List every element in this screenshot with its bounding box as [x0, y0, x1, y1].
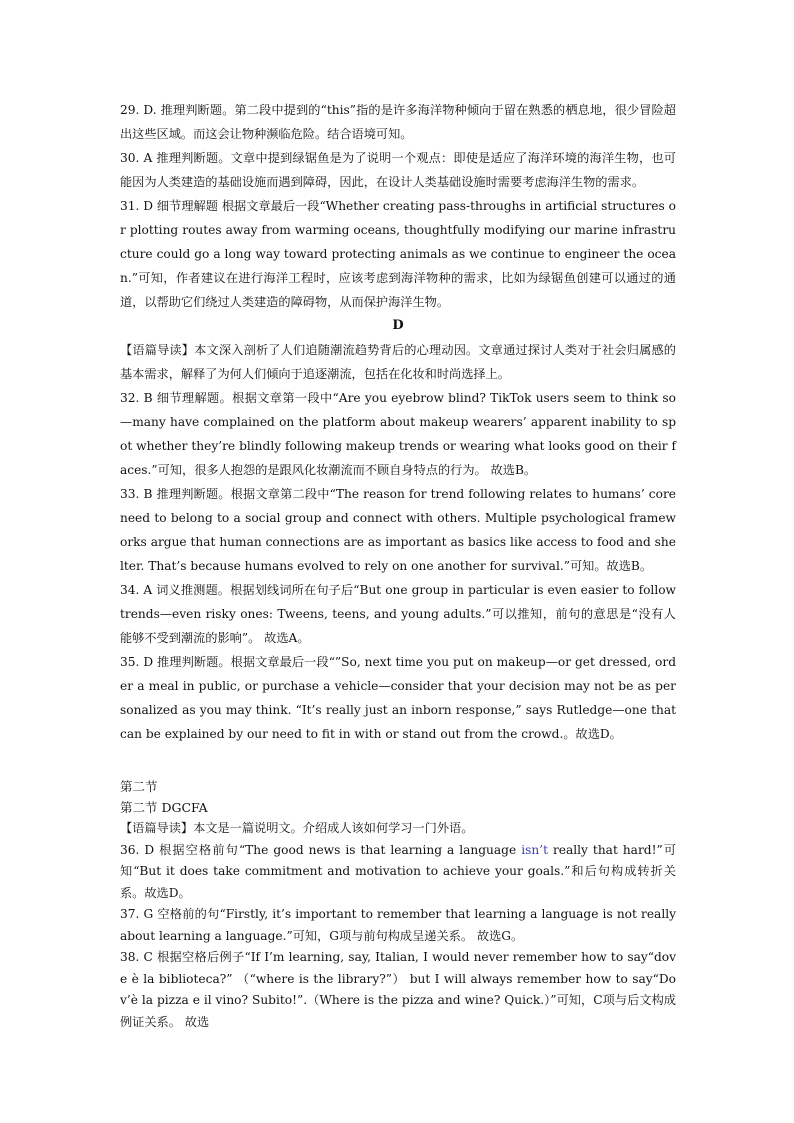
answer-36-part2: really that hard!”可知“But it does take commitment and motivation to achieve your goals.”和后句构成转折关系。故选D。	[120, 842, 677, 900]
answer-31: 31. D 细节理解题 根据文章最后一段“Whether creating pass-throughs in artificial structures or plotting routes away from warming oceans, thoughtfully modifying our marine infrastructure could go a long way toward protecting animals as we continue to engineer the ocean.”可知，作者建议在进行海洋工程时，应该考虑到海洋物种的需求，比如为绿锯鱼创建可以通过的通道，以帮助它们绕过人类建造的障碍物，从而保护海洋生物。	[120, 199, 676, 309]
answer-30: 30. A 推理判断题。文章中提到绿锯鱼是为了说明一个观点：即使是适应了海洋环境的海洋生物，也可能因为人类建造的基础设施而遇到障碍，因此，在设计人类基础设施时需要考虑海洋生物的需求。	[120, 151, 676, 189]
answer-36	[120, 840, 676, 905]
answer-36-part1: 36. D 根据空格前句“The good news is that learning a language	[120, 842, 522, 857]
answer-37: 37. G 空格前的句“Firstly, it’s important to remember that learning a language is not really about learning a language.”可知，G项与前句构成呈递关系。 故选G。	[120, 907, 676, 943]
passage-guide-d: 【语篇导读】本文深入剖析了人们追随潮流趋势背后的心理动因。文章通过探讨人类对于社会归属感的基本需求，解释了为何人们倾向于追逐潮流，包括在化妆和时尚选择上。	[120, 343, 676, 381]
answer-35: 35. D 推理判断题。根据文章最后一段“”So, next time you put on makeup—or get dressed, order a meal in public, or purchase a vehicle—consider that your decision may not be as personalized as you may think. “It’s really just an inborn response,” says Rutledge—one that can be explained by our need to fit in with or stand out from the crowd.。故选D。	[120, 655, 676, 741]
answer-34: 34. A 词义推测题。根据划线词所在句子后“But one group in particular is even easier to follow trends—even risky ones: Tweens, teens, and young adults.”可以推知，前句的意思是“没有人能够不受到潮流的影响”。 故选A。	[120, 583, 676, 645]
answer-36-highlight: isn’t	[521, 842, 548, 857]
passage-guide-2: 【语篇导读】本文是一篇说明文。介绍成人该如何学习一门外语。	[120, 821, 474, 835]
section2-answers: 第二节 DGCFA	[120, 800, 208, 815]
section2-title: 第二节	[120, 779, 158, 794]
section-heading-d: D	[392, 318, 404, 333]
answer-32: 32. B 细节理解题。根据文章第一段中“Are you eyebrow blind? TikTok users seem to think so—many have complained on the platform about makeup wearers’ apparent inability to spot whether they’re blindly following makeup trends or wearing what looks good on their faces.”可知，很多人抱怨的是跟风化妆潮流而不顾自身特点的行为。 故选B。	[120, 391, 676, 477]
answer-33: 33. B 推理判断题。根据文章第二段中“The reason for trend following relates to humans’ core need to belong to a social group and connect with others. Multiple psychological frameworks argue that human connections are as important as basics like access to food and shelter. That’s because humans evolved to rely on one another for survival.”可知。故选B。	[120, 487, 676, 573]
answer-29: 29. D. 推理判断题。第二段中提到的“this”指的是许多海洋物种倾向于留在熟悉的栖息地，很少冒险超出这些区域。而这会让物种濒临危险。结合语境可知。	[120, 103, 676, 141]
spacer	[120, 746, 676, 776]
answer-38: 38. C 根据空格后例子“If I’m learning, say, Italian, I would never remember how to say“dove è la biblioteca?” （“where is the library?”） but I will always remember how to say“Dov’è la pizza e il vino? Subito!”.（Where is the pizza and wine? Quick.）”可知，C项与后文构成例证关系。 故选	[120, 950, 676, 1029]
